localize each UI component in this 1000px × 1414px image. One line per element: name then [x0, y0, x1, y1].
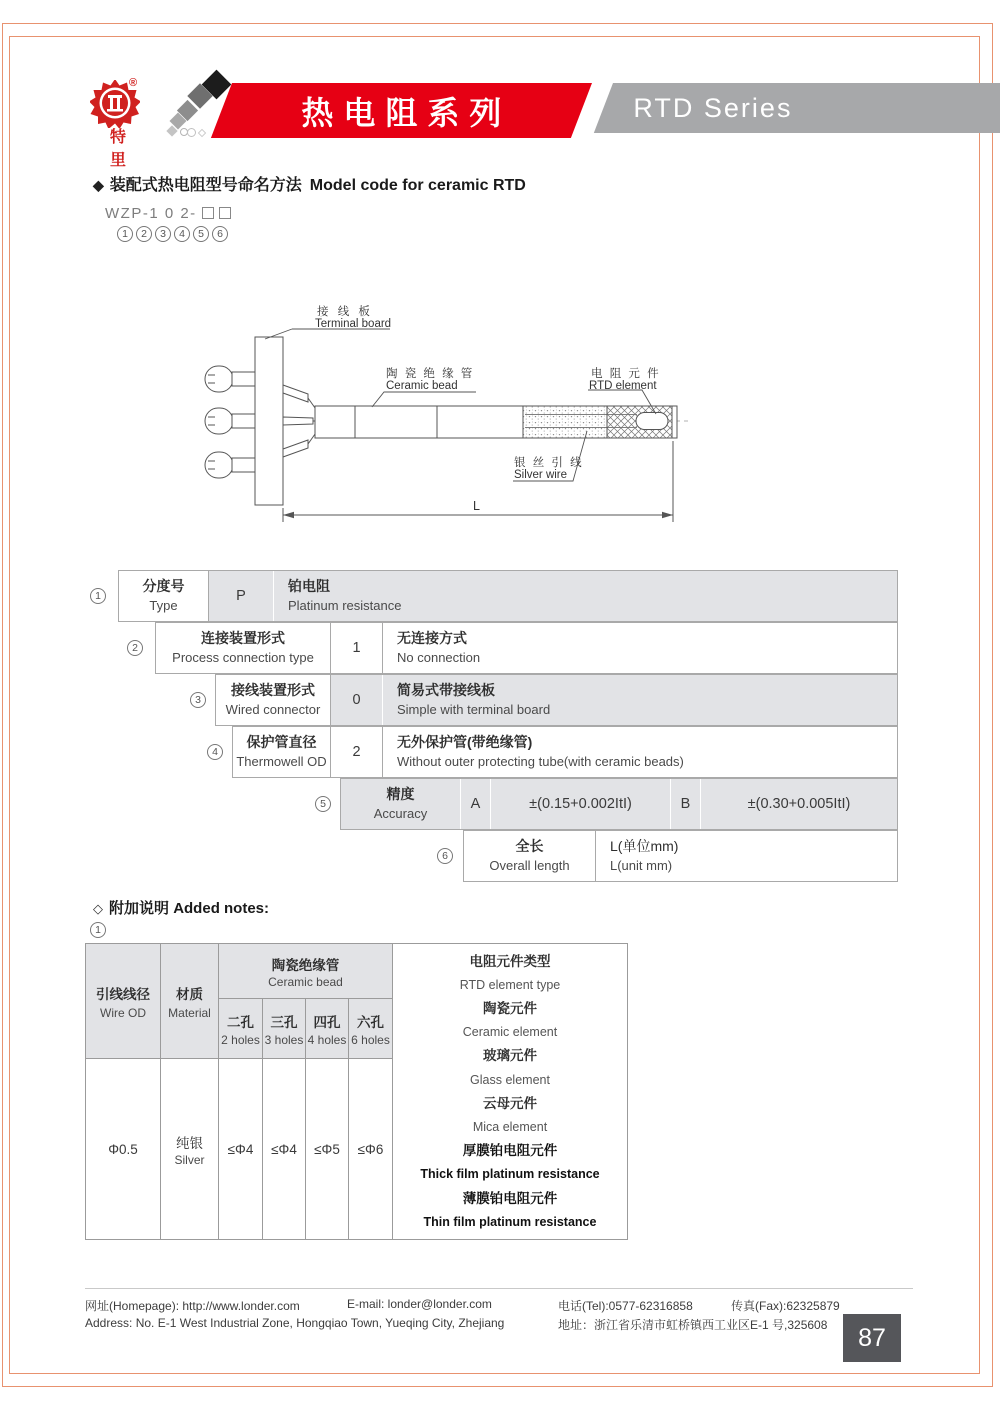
- row-marker-1: 1: [90, 588, 106, 604]
- row-description: 无外保护管(带绝缘管) Without outer protecting tube(with ceramic beads): [397, 733, 684, 769]
- banner-en: [594, 83, 1000, 133]
- footer-fax: 传真(Fax):62325879: [731, 1299, 840, 1313]
- footer-homepage: 网址(Homepage): http://www.londer.com: [85, 1299, 300, 1313]
- row-label: 连接装置形式 Process connection type: [156, 623, 331, 673]
- banner-cn: [211, 83, 592, 138]
- model-table-row-length: [463, 830, 898, 882]
- row-label: 保护管直径 Thermowell OD: [233, 727, 331, 777]
- label-rtd-element-cn: 电 阻 元 件: [591, 368, 661, 380]
- code-placeholder-box: [219, 207, 231, 219]
- digit-marker-5: 5: [193, 226, 209, 242]
- model-code-prefix: WZP-1 0 2-: [105, 205, 197, 222]
- banner-cn-label: 热电阻系列: [301, 94, 512, 131]
- model-table-row-thermowell: [232, 726, 898, 778]
- row-code: 1: [331, 623, 383, 673]
- row-label: 全长 Overall length: [464, 831, 596, 881]
- row-code: 2: [331, 727, 383, 777]
- row-marker-6: 6: [437, 848, 453, 864]
- header-3-holes: 三孔 3 holes: [263, 999, 306, 1059]
- row-label: 分度号 Type: [119, 571, 209, 621]
- cell-material: 纯银 Silver: [161, 1059, 219, 1239]
- model-table-row-type: [118, 570, 898, 622]
- label-terminal-board-cn: 接 线 板: [317, 306, 373, 318]
- header-material: 材质 Material: [161, 944, 219, 1059]
- cell-wire-od: Φ0.5: [86, 1059, 161, 1239]
- row-description: 简易式带接线板 Simple with terminal board: [383, 675, 897, 725]
- row-description: 铂电阻 Platinum resistance: [274, 571, 897, 621]
- accuracy-code-b: B: [671, 779, 701, 829]
- model-code: [105, 205, 231, 222]
- header-2-holes: 二孔 2 holes: [219, 999, 263, 1059]
- banner-en-label: RTD Series: [633, 92, 793, 123]
- model-table-row-accuracy: [340, 778, 898, 830]
- digit-marker-6: 6: [212, 226, 228, 242]
- digit-marker-2: 2: [136, 226, 152, 242]
- header-6-holes: 六孔 6 holes: [349, 999, 393, 1059]
- footer-email: E-mail: londer@londer.com: [347, 1297, 492, 1311]
- cell-3-holes-value: ≤Φ4: [263, 1059, 306, 1239]
- header-4-holes: 四孔 4 holes: [306, 999, 349, 1059]
- registered-trademark: ®: [129, 77, 138, 89]
- code-placeholder-box: [202, 207, 214, 219]
- header-ceramic-bead: 陶瓷绝缘管 Ceramic bead: [219, 944, 393, 999]
- footer-address-en: Address: No. E-1 West Industrial Zone, Hongqiao Town, Yueqing City, Zhejiang: [85, 1316, 505, 1330]
- cell-6-holes-value: ≤Φ6: [349, 1059, 393, 1239]
- logo-text: 特里: [109, 129, 135, 169]
- row-marker-5: 5: [315, 796, 331, 812]
- notes-title-cn: 附加说明: [109, 900, 170, 917]
- model-table-row-connection: [155, 622, 898, 674]
- notes-title: [93, 897, 269, 918]
- row-marker-2: 2: [127, 640, 143, 656]
- footer-address-cn: 地址：浙江省乐清市虹桥镇西工业区E-1 号,325608: [558, 1318, 828, 1332]
- row-description: L(单位mm) L(unit mm): [610, 837, 679, 873]
- label-ceramic-bead-cn: 陶 瓷 绝 缘 管: [386, 368, 475, 380]
- notes-title-en: Added notes:: [173, 900, 270, 917]
- row-marker-4: 4: [207, 744, 223, 760]
- row-code: P: [209, 571, 274, 621]
- row-marker-3: 3: [190, 692, 206, 708]
- row-label: 精度 Accuracy: [341, 779, 461, 829]
- model-table-row-wired-connector: [215, 674, 898, 726]
- label-terminal-board-en: Terminal board: [315, 318, 392, 330]
- label-length-dim: L: [473, 499, 480, 513]
- code-digit-markers: [117, 226, 228, 242]
- footer-tel: 电话(Tel):0577-62316858: [558, 1299, 693, 1313]
- section-title-en: Model code for ceramic RTD: [309, 177, 526, 194]
- digit-marker-4: 4: [174, 226, 190, 242]
- accuracy-code-a: A: [461, 779, 491, 829]
- label-rtd-element-en: RTD element: [589, 380, 657, 392]
- row-code: 0: [331, 675, 383, 725]
- terminal-pins: [205, 366, 255, 478]
- digit-marker-1: 1: [117, 226, 133, 242]
- footer-divider: [85, 1288, 913, 1289]
- accuracy-value-a: ±(0.15+0.002ItI): [491, 779, 671, 829]
- header-wire-od: 引线线径 Wire OD: [86, 944, 161, 1059]
- label-silver-wire-cn: 银 丝 引 线: [514, 457, 584, 469]
- row-label: 接线装置形式 Wired connector: [216, 675, 331, 725]
- label-ceramic-bead-en: Ceramic bead: [386, 380, 458, 392]
- diamond-bullet-icon: ◆: [93, 177, 104, 193]
- cell-2-holes-value: ≤Φ4: [219, 1059, 263, 1239]
- label-silver-wire-en: Silver wire: [514, 469, 568, 481]
- circle-decoration: [187, 128, 196, 137]
- digit-marker-3: 3: [155, 226, 171, 242]
- cell-4-holes-value: ≤Φ5: [306, 1059, 349, 1239]
- row-description: 无连接方式 No connection: [397, 629, 481, 665]
- diamond-outline-icon: ◇: [93, 901, 103, 916]
- page-number: 87: [843, 1314, 901, 1362]
- rtd-probe-diagram: [180, 295, 800, 535]
- section-title-cn: 装配式热电阻型号命名方法: [109, 177, 302, 194]
- section-title: [93, 172, 526, 195]
- column-rtd-element-type: 电阻元件类型 RTD element type 陶瓷元件 Ceramic element 玻璃元件 Glass element 云母元件 Mica element 厚膜铂电阻元件 Thick film platinum resistance 薄膜铂电阻元件 Thin film platinum resistance: [420, 953, 600, 1229]
- accuracy-value-b: ±(0.30+0.005ItI): [701, 779, 897, 829]
- note-marker-1: 1: [90, 922, 106, 938]
- notes-table: [85, 943, 628, 1240]
